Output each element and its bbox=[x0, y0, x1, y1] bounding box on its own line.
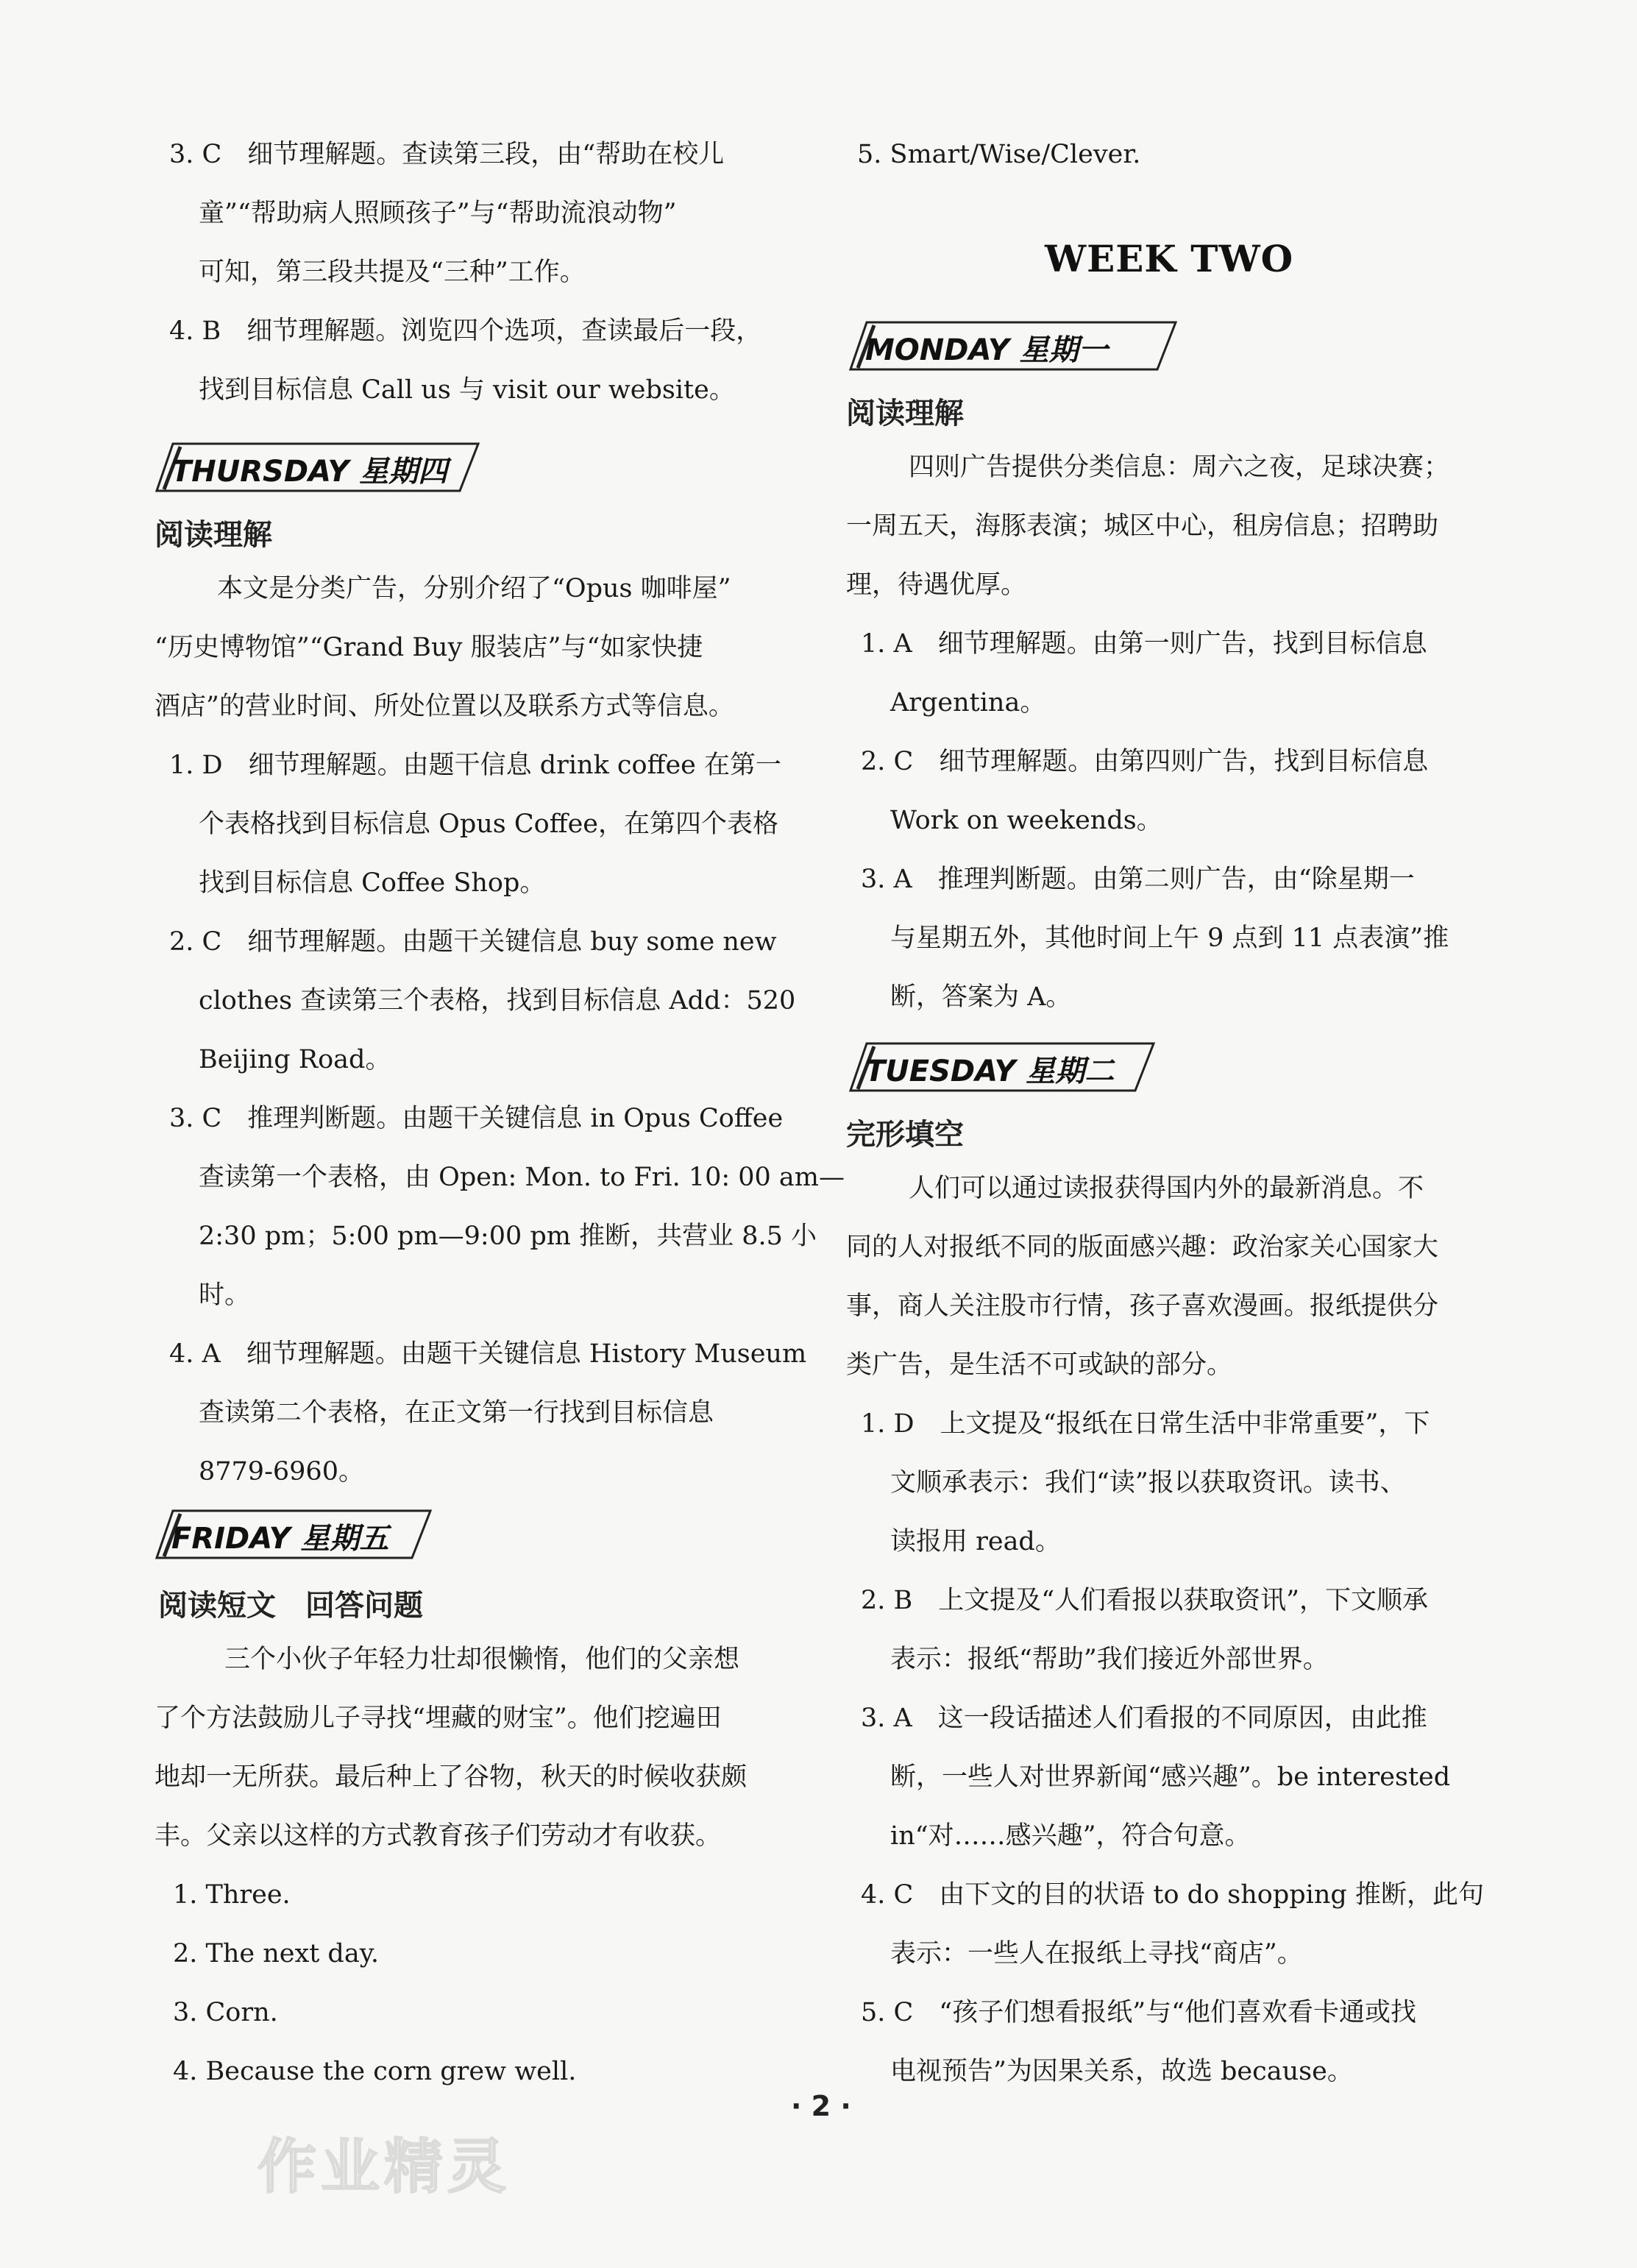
friday-intro: 三个小伙子年轻力壮却很懒惰，他们的父亲想 了个方法鼓励儿子寻找“埋藏的财宝”。他们挖遍田 地却一无所获。最后种上了谷物，秋天的时候收获颇 丰。父亲以这样的方式教育孩子们劳动才有收获。 bbox=[155, 1645, 748, 1851]
thursday-section-title: 阅读理解 bbox=[155, 518, 272, 552]
monday-intro: 四则广告提供分类信息：周六之夜，足球决赛； 一周五天，海豚表演；城区中心，租房信息；招聘助 理，待遇优厚。 bbox=[846, 453, 1450, 600]
tuesday-answer-1: 1. D 上文提及“报纸在日常生活中非常重要”，下 文顺承表示：我们“读”报以获取资讯。读书、 读报用 read。 bbox=[861, 1409, 1430, 1556]
friday-answer-2: 2. The next day. bbox=[173, 1939, 379, 1968]
monday-banner: MONDAY 星期一 bbox=[845, 316, 1190, 375]
watermark: 作业精灵 bbox=[258, 2133, 511, 2201]
answer-4b-left: 4. B 细节理解题。浏览四个选项，查读最后一段， 找到目标信息 Call us 与 visit our website。 bbox=[169, 316, 762, 405]
tuesday-intro: 人们可以通过读报获得国内外的最新消息。不 同的人对报纸不同的版面感兴趣：政治家关心国家大 事，商人关注股市行情，孩子喜欢漫画。报纸提供分 类广告，是生活不可或缺的部分。 bbox=[846, 1174, 1439, 1380]
monday-answer-2: 2. C 细节理解题。由第四则广告，找到目标信息 Work on weekends。 bbox=[861, 747, 1429, 835]
thursday-intro: 本文是分类广告，分别介绍了“Opus 咖啡屋” “历史博物馆”“Grand Buy 服装店”与“如家快捷 酒店”的营业时间、所处位置以及联系方式等信息。 bbox=[155, 574, 734, 721]
thursday-answer-2: 2. C 细节理解题。由题干关键信息 buy some new clothes 查读第三个表格，找到目标信息 Add：520 Beijing Road。 bbox=[169, 927, 796, 1074]
tuesday-answer-5: 5. C “孩子们想看报纸”与“他们喜欢看卡通或找 电视预告”为因果关系，故选 because。 bbox=[861, 1998, 1416, 2086]
friday-answer-4: 4. Because the corn grew well. bbox=[173, 2057, 577, 2086]
thursday-answer-3: 3. C 推理判断题。由题干关键信息 in Opus Coffee 查读第一个表格，由 Open: Mon. to Fri. 10: 00 am— 2:30 pm；5:00 pm—9:00 pm 推断，共营业 8.5 小 时。 bbox=[169, 1104, 845, 1310]
friday-answer-1: 1. Three. bbox=[173, 1880, 291, 1910]
thursday-banner: THURSDAY 星期四 bbox=[151, 438, 497, 497]
friday-banner: FRIDAY 星期五 bbox=[151, 1505, 445, 1564]
week-title: WEEK TWO bbox=[1045, 237, 1294, 280]
tuesday-section-title: 完形填空 bbox=[846, 1118, 964, 1152]
thursday-answer-4: 4. A 细节理解题。由题干关键信息 History Museum 查读第二个表格，在正文第一行找到目标信息 8779-6960。 bbox=[169, 1339, 807, 1486]
page-number: · 2 · bbox=[791, 2090, 851, 2122]
friday-answer-3: 3. Corn. bbox=[173, 1998, 278, 2027]
monday-answer-3: 3. A 推理判断题。由第二则广告，由“除星期一 与星期五外，其他时间上午 9 点到 11 点表演”推 断，答案为 A。 bbox=[861, 865, 1449, 1012]
friday-section-title: 阅读短文 回答问题 bbox=[158, 1589, 423, 1623]
tuesday-answer-3: 3. A 这一段话描述人们看报的不同原因，由此推 断，一些人对世界新闻“感兴趣”。be interested in“对……感兴趣”，符合句意。 bbox=[861, 1704, 1451, 1851]
monday-answer-1: 1. A 细节理解题。由第一则广告，找到目标信息 Argentina。 bbox=[861, 629, 1427, 717]
answer-3c-left: 3. C 细节理解题。查读第三段，由“帮助在校儿 童”“帮助病人照顾孩子”与“帮助流浪动物” 可知，第三段共提及“三种”工作。 bbox=[169, 140, 725, 287]
tuesday-answer-2: 2. B 上文提及“人们看报以获取资讯”，下文顺承 表示：报纸“帮助”我们接近外部世界。 bbox=[861, 1586, 1429, 1674]
tuesday-banner: TUESDAY 星期二 bbox=[845, 1038, 1168, 1096]
answer-5-right: 5. Smart/Wise/Clever. bbox=[857, 140, 1141, 169]
thursday-answer-1: 1. D 细节理解题。由题干信息 drink coffee 在第一 个表格找到目标信息 Opus Coffee，在第四个表格 找到目标信息 Coffee Shop。 bbox=[169, 751, 782, 898]
monday-section-title: 阅读理解 bbox=[846, 397, 964, 430]
tuesday-answer-4: 4. C 由下文的目的状语 to do shopping 推断，此句 表示：一些人在报纸上寻找“商店”。 bbox=[861, 1880, 1484, 1968]
